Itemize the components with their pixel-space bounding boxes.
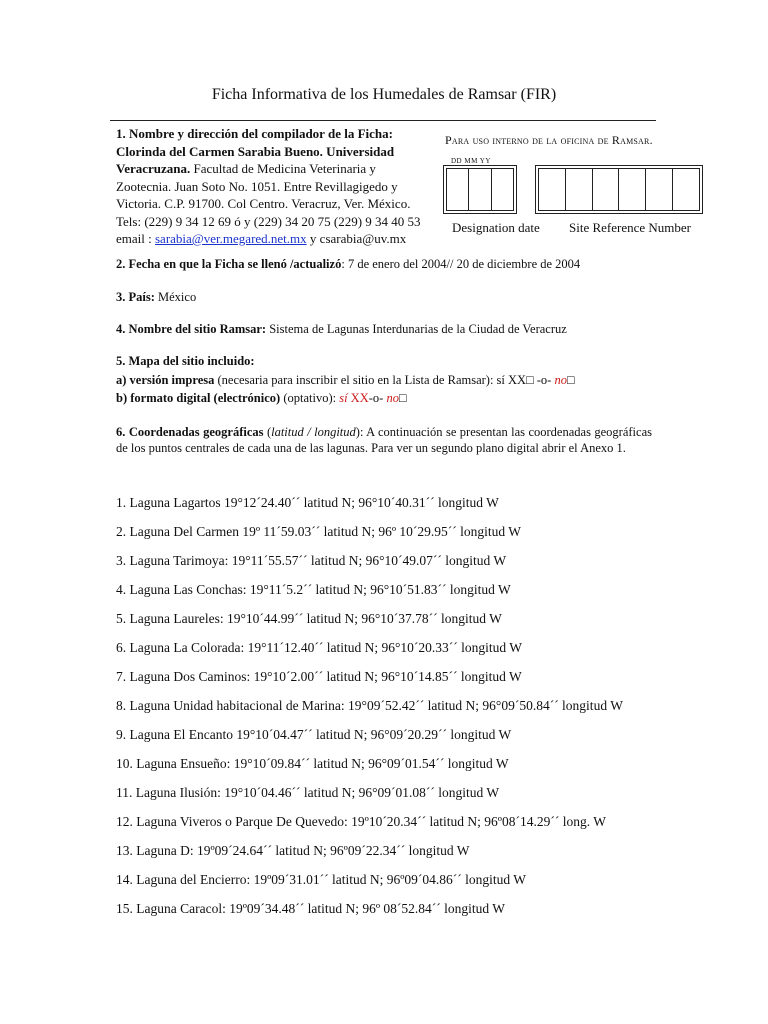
laguna-item: 15. Laguna Caracol: 19º09´34.48´´ latitud N; 96º 08´52.84´´ longitud W: [116, 901, 506, 916]
checkbox-icon: □: [566, 373, 575, 387]
section-5-b: [116, 391, 407, 406]
section-5-b-text: (optativo):: [280, 391, 340, 405]
laguna-item: 11. Laguna Ilusión: 19°10´04.46´´ latitud N; 96°09´01.08´´ longitud W: [116, 785, 500, 800]
laguna-item: 3. Laguna Tarimoya: 19°11´55.57´´ latitud N; 96°10´49.07´´ longitud W: [116, 553, 507, 568]
section-5-heading: [116, 354, 255, 369]
section-2-label: 2. Fecha en que la Ficha se llenó /actualizó: [116, 257, 342, 271]
section-6-italic: latitud / longitud: [271, 425, 356, 439]
section-3-country: [116, 290, 196, 305]
internal-use-heading: Para uso interno de la oficina de Ramsar.: [445, 133, 653, 147]
laguna-item: 14. Laguna del Encierro: 19º09´31.01´´ latitud N; 96º09´04.86´´ longitud W: [116, 872, 527, 887]
section-6-coordinates: [116, 424, 652, 456]
designation-date-boxes: [443, 165, 517, 214]
university-name: Veracruzana.: [116, 161, 191, 176]
designation-date-label: Designation date: [452, 220, 540, 235]
laguna-item: 6. Laguna La Colorada: 19°11´12.40´´ latitud N; 96°10´20.33´´ longitud W: [116, 640, 522, 655]
laguna-item: 1. Laguna Lagartos 19°12´24.40´´ latitud N; 96°10´40.31´´ longitud W: [116, 495, 499, 510]
section-5-a-label: a) versión impresa: [116, 373, 215, 387]
laguna-item: 12. Laguna Viveros o Parque De Quevedo: 19º10´20.34´´ latitud N; 96º08´14.29´´ long. W: [116, 814, 606, 829]
section-4-value: Sistema de Lagunas Interdunarias de la Ciudad de Veracruz: [266, 322, 567, 336]
section-5-a-mid: -o-: [533, 373, 555, 387]
laguna-item: 13. Laguna D: 19º09´24.64´´ latitud N; 96º09´22.34´´ longitud W: [116, 843, 470, 858]
laguna-item: 10. Laguna Ensueño: 19°10´09.84´´ latitud N; 96°09´01.54´´ longitud W: [116, 756, 509, 771]
section-5-b-no: no: [386, 391, 399, 405]
email-link[interactable]: sarabia@ver.megared.net.mx: [155, 231, 307, 246]
section-5-b-label: b) formato digital (electrónico): [116, 391, 281, 405]
section-5-b-mid: -o-: [368, 391, 387, 405]
section-6-text: A continuación se presentan las coordenadas geográficas de los puntos centrales de cada una de las lagunas. Para ver un segundo plano digital abrir el Anexo 1.: [116, 425, 652, 455]
section-5-a-no: no: [554, 373, 567, 387]
compiler-name: Clorinda del Carmen Sarabia Bueno. Universidad: [116, 143, 395, 159]
section-4-label: 4. Nombre del sitio Ramsar:: [116, 322, 267, 336]
laguna-item: 7. Laguna Dos Caminos: 19°10´2.00´´ latitud N; 96°10´14.85´´ longitud W: [116, 669, 522, 684]
checkbox-icon: □: [526, 373, 534, 387]
phone-line: Tels: (229) 9 34 12 69 ó y (229) 34 20 75 (229) 9 34 40 53: [116, 213, 421, 229]
section-3-value: México: [154, 290, 197, 304]
section-5-b-xx: XX: [347, 391, 369, 405]
email-label: email :: [116, 231, 155, 246]
section-6-paren-open: (: [263, 425, 272, 439]
section-5-a-text: (necesaria para inscribir el sitio en la Lista de Ramsar): sí XX: [214, 373, 527, 387]
site-reference-label: Site Reference Number: [569, 220, 692, 235]
laguna-item: 4. Laguna Las Conchas: 19°11´5.2´´ latitud N; 96°10´51.83´´ longitud W: [116, 582, 511, 597]
address-line-1: Zootecnia. Juan Soto No. 1051. Entre Revillagigedo y: [116, 178, 398, 194]
site-reference-boxes: [535, 165, 703, 214]
section-1-heading: 1. Nombre y dirección del compilador de la Ficha:: [116, 126, 393, 141]
section-1-compiler: [116, 125, 446, 248]
section-4-site-name: [116, 322, 567, 337]
faculty-text: Facultad de Medicina Veterinaria y: [190, 161, 376, 176]
email-secondary: y csarabia@uv.mx: [306, 231, 407, 246]
laguna-item: 8. Laguna Unidad habitacional de Marina: 19°09´52.42´´ latitud N; 96°09´50.84´´ longitud W: [116, 698, 623, 713]
dd-mm-yy-label: DD MM YY: [451, 157, 491, 165]
document-title: Ficha Informativa de los Humedales de Ramsar (FIR): [211, 86, 557, 103]
laguna-item: 2. Laguna Del Carmen 19º 11´59.03´´ latitud N; 96º 10´29.95´´ longitud W: [116, 524, 522, 539]
checkbox-icon: □: [398, 391, 407, 405]
laguna-item: 9. Laguna El Encanto 19°10´04.47´´ latitud N; 96°09´20.29´´ longitud W: [116, 727, 512, 742]
section-5-title: 5. Mapa del sitio incluido:: [116, 354, 255, 368]
section-2-date: [116, 257, 580, 272]
title-divider: [110, 120, 656, 121]
section-6-heading: 6. Coordenadas geográficas: [116, 425, 264, 439]
section-5-b-si: sí: [339, 391, 348, 405]
section-3-label: 3. País:: [116, 290, 155, 304]
address-line-2: Victoria. C.P. 91700. Col Centro. Veracruz, Ver. México.: [116, 196, 411, 211]
laguna-item: 5. Laguna Laureles: 19°10´44.99´´ latitud N; 96°10´37.78´´ longitud W: [116, 611, 502, 626]
section-6-paren-close: ):: [355, 425, 364, 439]
section-2-value: : 7 de enero del 2004// 20 de diciembre de 2004: [341, 257, 581, 271]
section-5-a: [116, 373, 575, 388]
